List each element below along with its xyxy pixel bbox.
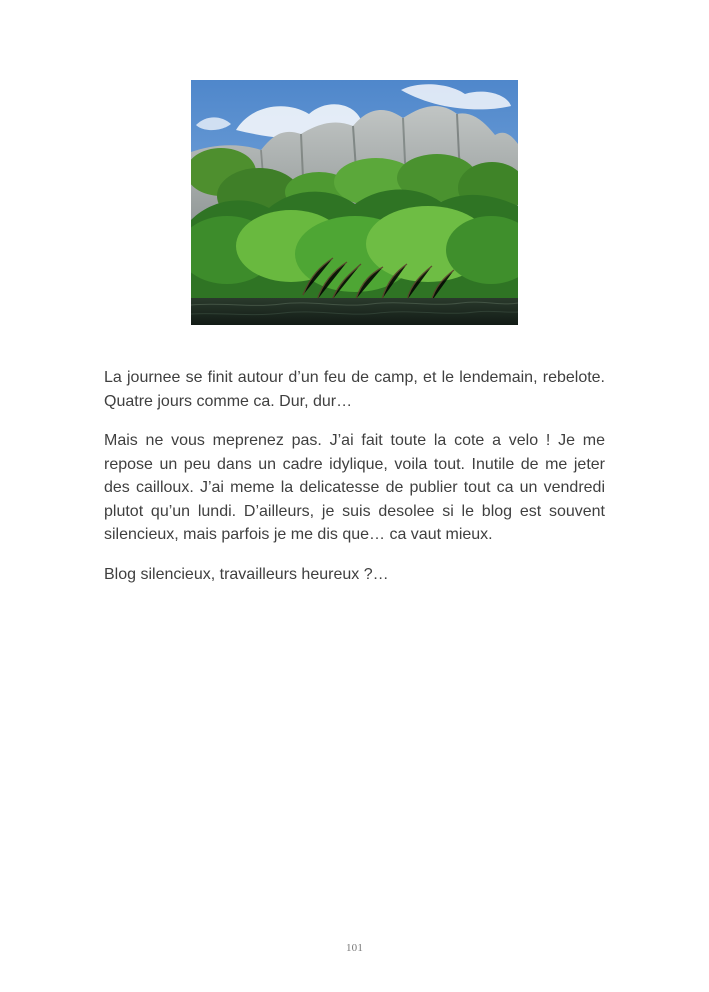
paragraph-2: Mais ne vous meprenez pas. J’ai fait toute la cote a velo ! Je me repose un peu dans un cadre idylique, voila tout. Inutile de me jeter des cailloux. J’ai meme la delicatesse de publier tout ca un vendredi plutot qu’un lundi. D’ailleurs, je suis desolee si le blog est souvent silencieux, mais parfois je me dis que… ca vaut mieux. bbox=[104, 432, 605, 543]
cliff-mangrove-illustration bbox=[191, 80, 518, 325]
paragraph-1: La journee se finit autour d’un feu de camp, et le lendemain, rebelote. Quatre jours comme ca. Dur, dur… bbox=[104, 369, 605, 410]
paragraph-3: Blog silencieux, travailleurs heureux ?… bbox=[104, 565, 389, 583]
landscape-photo bbox=[191, 80, 518, 325]
page-number: 101 bbox=[345, 942, 364, 954]
body-text bbox=[104, 366, 605, 586]
